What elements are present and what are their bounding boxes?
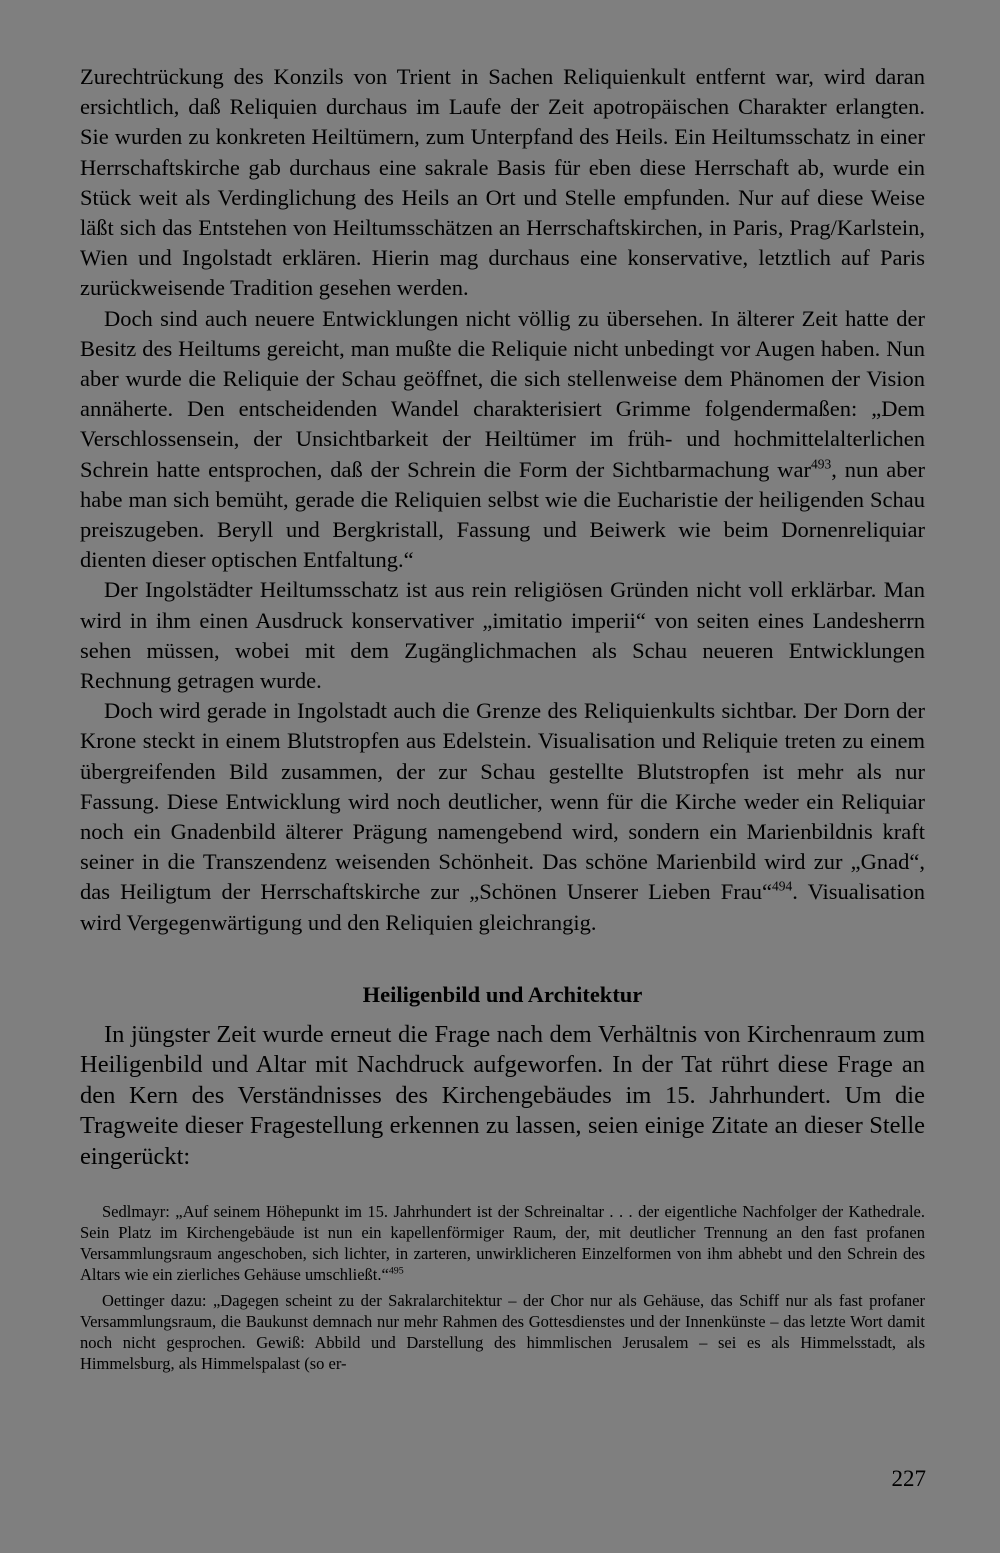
paragraph-text: Zurechtrückung des Konzils von Trient in Sachen Reliquienkult entfernt war, wird daran ersichtlich, daß Reliquien durchaus im Laufe der Zeit apotropäischen Charakter erlangten. Sie wurden zu konkreten Heiltümern, zum Unterpfand des Heils. Ein Heiltumsschatz in einer Herrschaftskirche gab durchaus eine sakrale Basis für eben diese Herrschaft ab, wurde ein Stück weit als Verdinglichung des Heils an Ort und Stelle empfunden. Nur auf diese Weise läßt sich das Entstehen von Heiltumsschätzen an Herrschaftskirchen, in Paris, Prag/Karlstein, Wien und Ingolstadt erklären. Hierin mag durchaus eine konservative, letztlich auf Paris zurückweisende Tradition gesehen werden. [80,64,925,301]
paragraph-text-tail: . Visualisation wird Vergegenwärtigung und den Reliquien gleichrangig. [80,879,925,935]
paragraph-text: Doch sind auch neuere Entwicklungen nicht völlig zu übersehen. In älterer Zeit hatte der Besitz des Heiltums gereicht, man mußte die Reliquie nicht unbedingt vor Augen haben. Nun aber wurde die Reliquie der Schau geöffnet, die sich stellenweise dem Phänomen der Vision annäherte. Den entscheidenden Wandel charakterisiert Grimme folgendermaßen: „Dem Verschlossensein, der Unsichtbarkeit der Heiltümer im früh- und hochmittelalterlichen Schrein hatte entsprochen, daß der Schrein die Form der Sichtbarmachung war [80,305,925,482]
footnote-ref-495[interactable]: 495 [388,1265,404,1277]
paragraph-text-tail: , nun aber habe man sich bemüht, gerade die Reliquien selbst wie die Eucharistie der heiligenden Schau preiszugeben. Beryll und Bergkristall, Fassung und Beiwerk wie beim Dornenreliquiar dienten dieser optischen Entfaltung.“ [80,456,925,573]
body-paragraph-4 [80,696,925,938]
paragraph-text: Der Ingolstädter Heiltumsschatz ist aus rein religiösen Gründen nicht voll erklärbar. Man wird in ihm einen Ausdruck konservativer „imitatio imperii“ von seiten eines Landesherrn sehen müssen, wobei mit dem Zugänglichmachen als Schau neueren Entwicklungen Rechnung getragen wurde. [80,577,925,694]
footnote-ref-493[interactable]: 493 [811,456,832,472]
quote-sedlmayr [80,1201,925,1285]
page-number: 227 [891,1466,926,1491]
section-lead-paragraph: In jüngster Zeit wurde erneut die Frage nach dem Verhältnis von Kirchenraum zum Heiligenbild und Altar mit Nachdruck aufgeworfen. In der Tat rührt diese Frage an den Kern des Verständnisses des Kirchengebäudes im 15. Jahrhundert. Um die Tragweite dieser Fragestellung erkennen zu lassen, seien einige Zitate an dieser Stelle eingerückt: [80,1020,925,1170]
quote-oettinger: Oettinger dazu: „Dagegen scheint zu der Sakralarchitektur – der Chor nur als Gehäuse, das Schiff nur als fast profaner Versammlungsraum, die Baukunst demnach nur mehr Rahmen des Gottesdienstes und der Innenkünste – das letzte Wort damit noch nicht gesprochen. Gewiß: Abbild und Darstellung des himmlischen Jerusalem – sei es als Himmelsstadt, als Himmelsburg, als Himmelspalast (so er- [80,1291,925,1374]
footnote-ref-494[interactable]: 494 [772,878,793,894]
block-quotes [80,1201,925,1374]
section-heading: Heiligenbild und Architektur [362,981,643,1007]
body-paragraph-3 [80,575,925,696]
paragraph-text: Doch wird gerade in Ingolstadt auch die Grenze des Reliquienkults sichtbar. Der Dorn der Krone steckt in einem Blutstropfen aus Edelstein. Visualisation und Reliquie treten zu einem übergreifenden Bild zusammen, der zur Schau gestellte Blutstropfen ist mehr als nur Fassung. Diese Entwicklung wird noch deutlicher, wenn für die Kirche weder ein Reliquiar noch ein Gnadenbild älterer Prägung namengebend wird, sondern ein Marienbildnis kraft seiner in die Transzendenz weisenden Schönheit. Das schöne Marienbild wird zur „Gnad“, das Heiligtum der Herrschaftskirche zur „Schönen Unserer Lieben Frau“ [80,698,925,905]
quote-text: Sedlmayr: „Auf seinem Höhepunkt im 15. Jahrhundert ist der Schreinaltar . . . der eigentliche Nachfolger der Kathedrale. Sein Platz im Kirchengebäude ist nun ein kapellenförmiger Raum, der, mit deutlicher Trennung an den fast profanen Versammlungsraum angeschoben, sich lichter, in zarteren, unwirklicheren Einzelformen von ihm abhebt und den Schrein des Altars wie ein zierliches Gehäuse umschließt.“ [80,1202,925,1285]
body-paragraph-2 [80,304,925,576]
book-page [80,62,925,1374]
body-paragraph-1 [80,62,925,304]
